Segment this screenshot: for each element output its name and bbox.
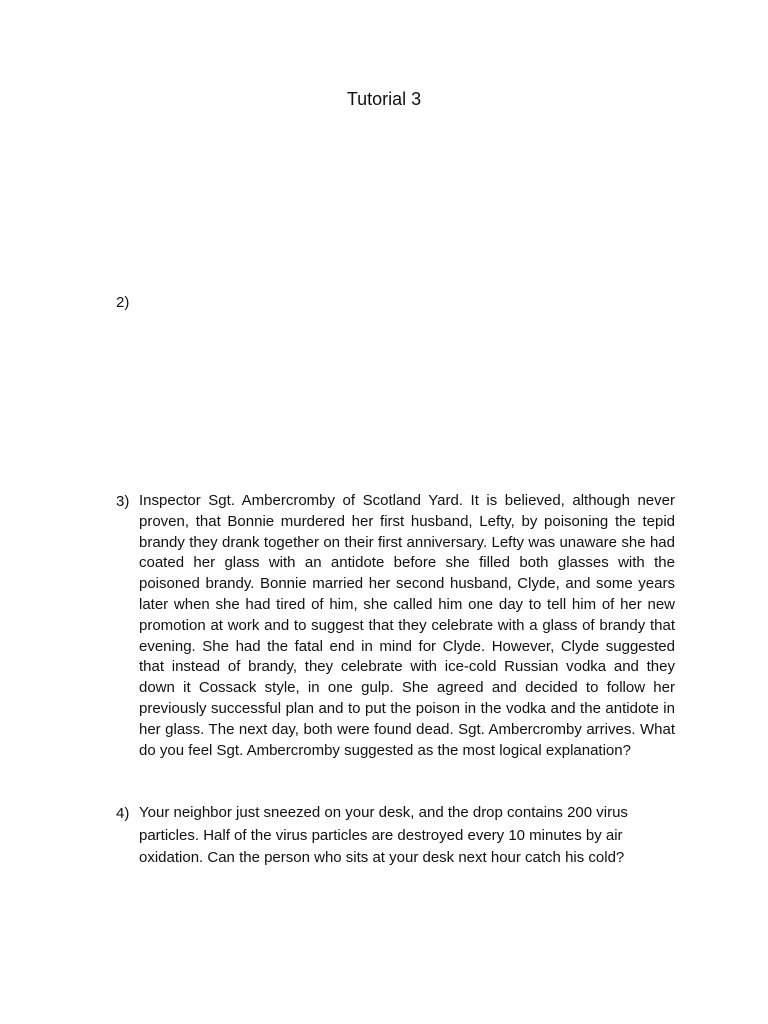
question-3-text: Inspector Sgt. Ambercromby of Scotland Yard. It is believed, although never proven, that Bonnie murdered her first husband, Lefty, by poisoning the tepid brandy they drank together on their first anniversary. Lefty was unaware she had coated her glass with an antidote before she filled both glasses with the poisoned brandy. Bonnie married her second husband, Clyde, and some years later when she had tired of him, she called him one day to tell him of her new promotion at work and to suggest that they celebrate with a glass of brandy that evening. She had the fatal end in mind for Clyde. However, Clyde suggested that instead of brandy, they celebrate with ice-cold Russian vodka and they down it Cossack style, in one gulp. She agreed and decided to follow her previously successful plan and to put the poison in the vodka and the antidote in her glass. The next day, both were found dead. Sgt. Ambercromby arrives. What do you feel Sgt. Ambercromby suggested as the most logical explanation? bbox=[139, 492, 675, 759]
question-4-number: 4) bbox=[116, 805, 130, 822]
page-title: Tutorial 3 bbox=[346, 89, 422, 109]
question-2-number: 2) bbox=[116, 294, 130, 311]
question-3-number: 3) bbox=[116, 493, 130, 510]
question-4-text: Your neighbor just sneezed on your desk, and the drop contains 200 virus particles. Half of the virus particles are destroyed every 10 minutes by air oxidation. Can the person who sits at your desk next hour catch his cold? bbox=[139, 804, 628, 867]
